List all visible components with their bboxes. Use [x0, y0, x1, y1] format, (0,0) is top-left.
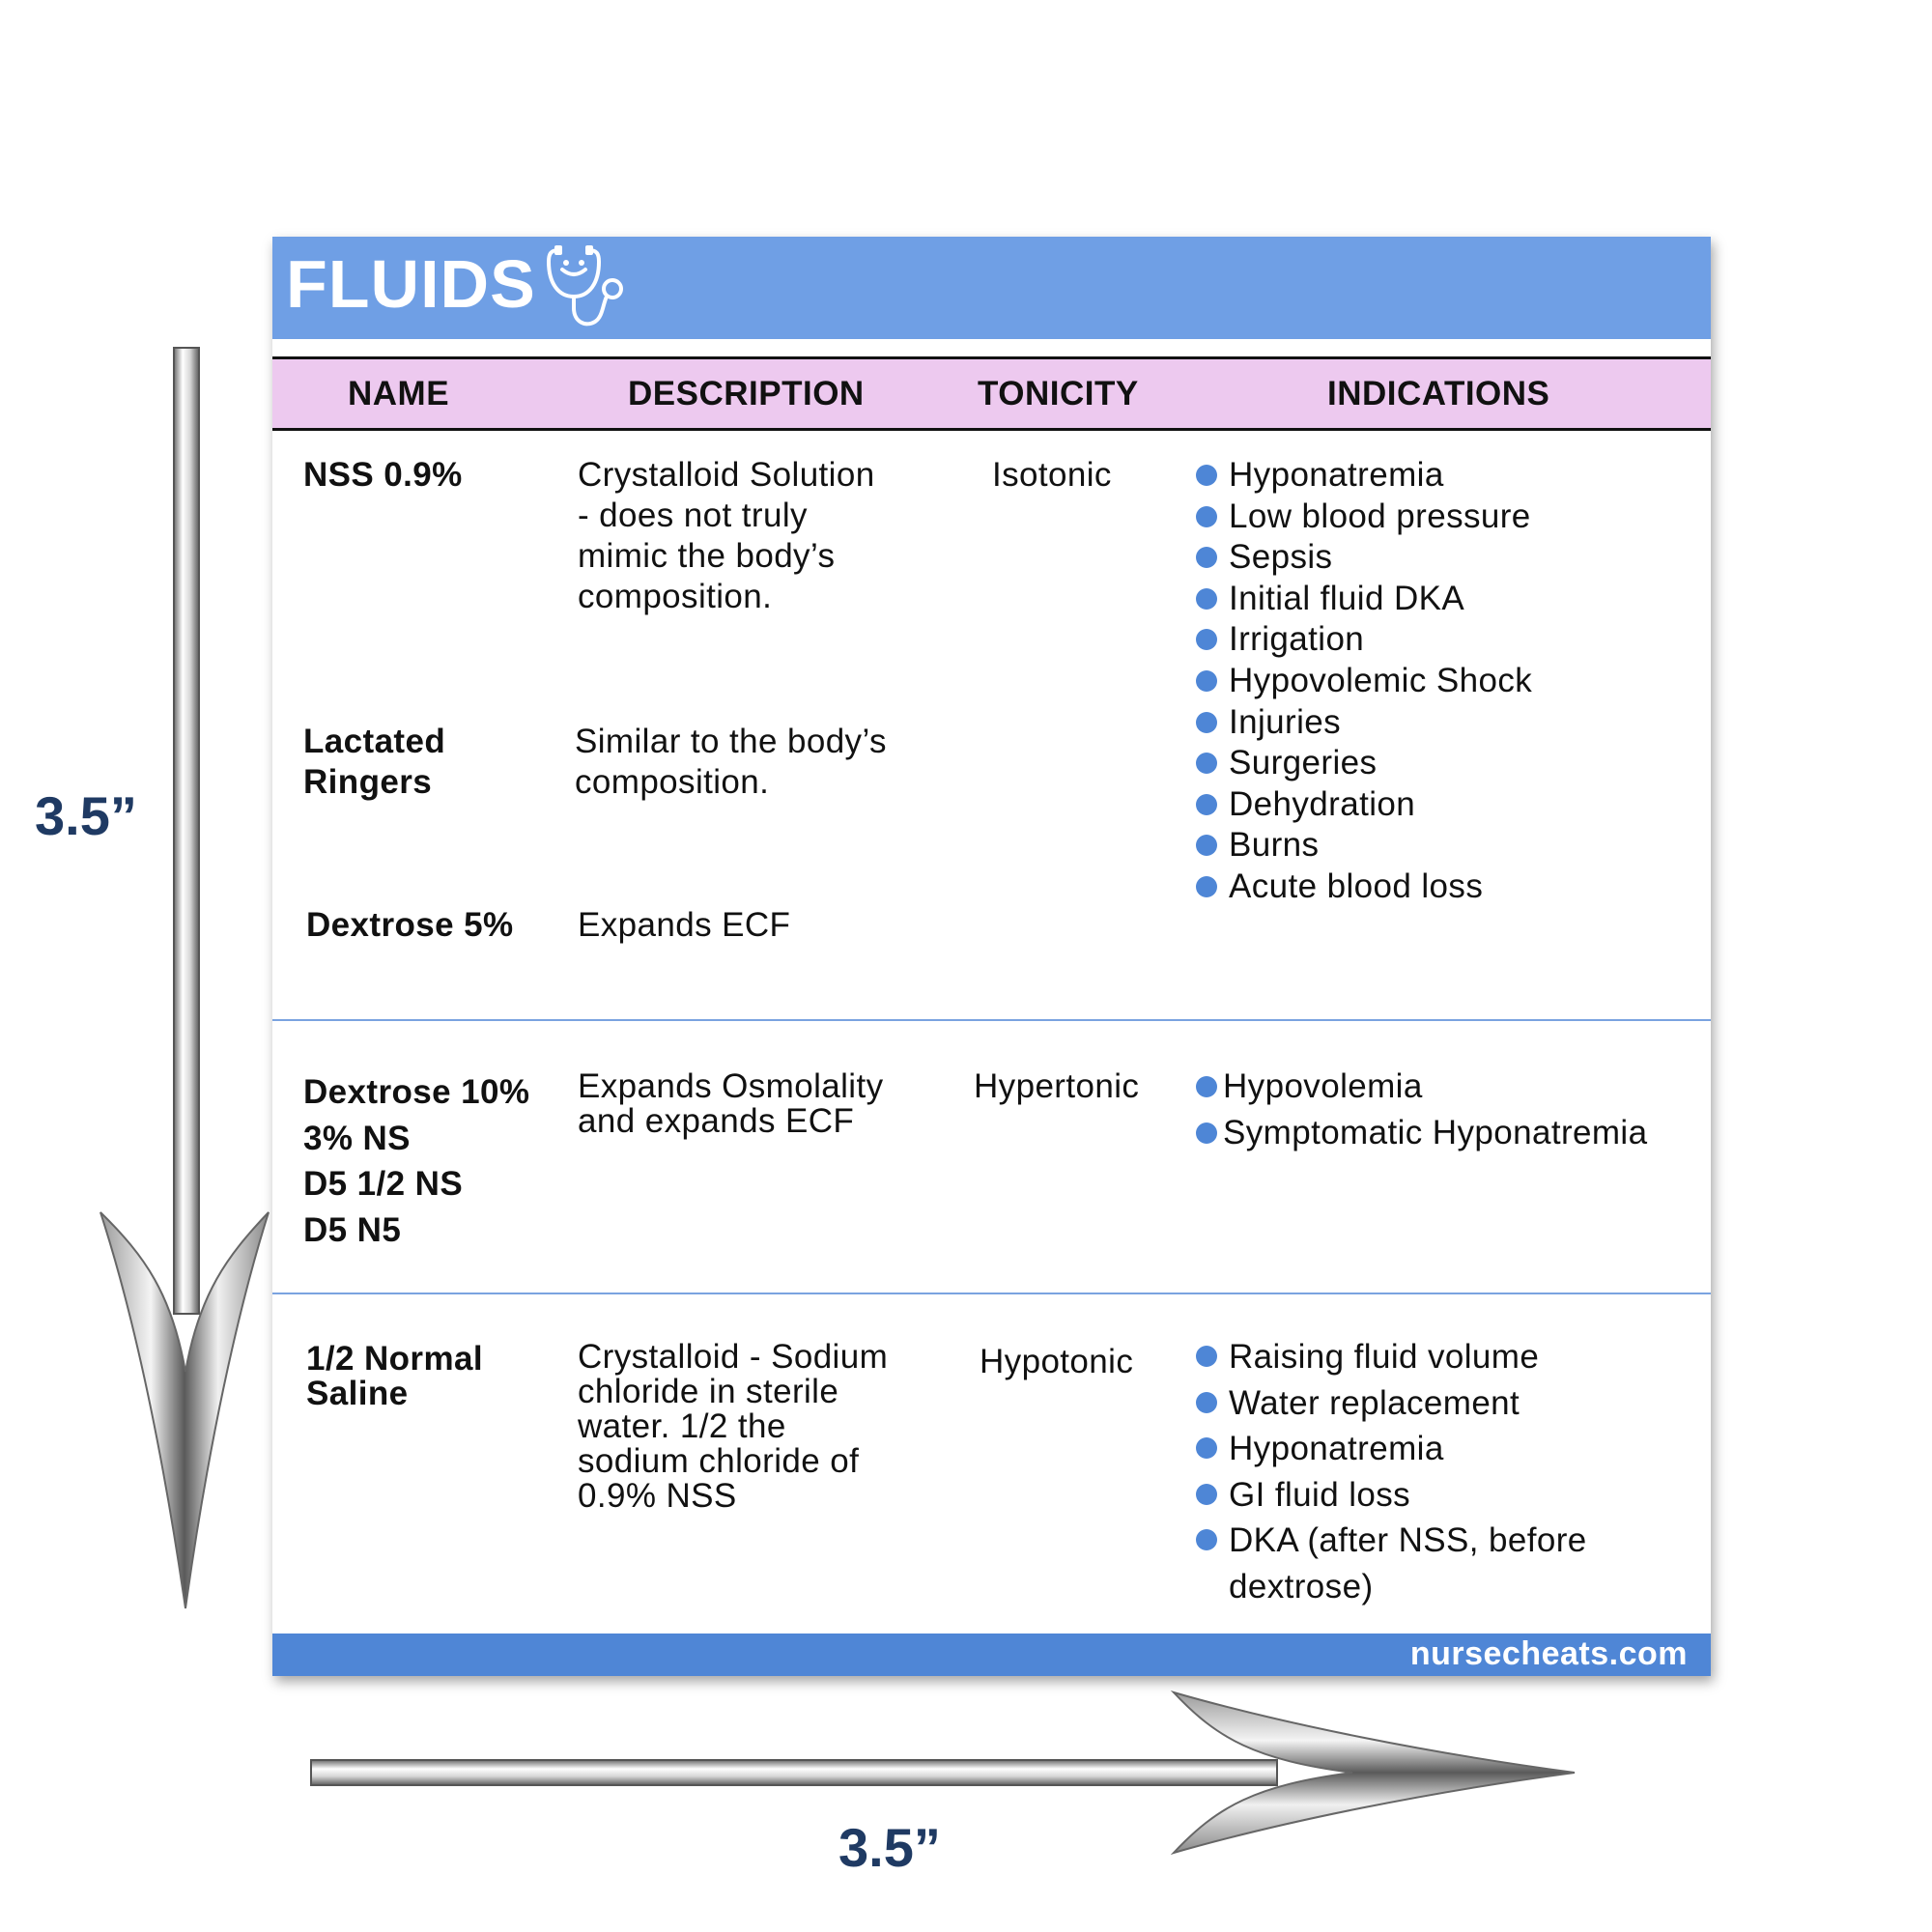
bullet-icon: [1196, 588, 1217, 610]
fluid-description: [578, 455, 875, 617]
fluid-name-line: Lactated: [303, 723, 446, 760]
fluid-name-line: 1/2 Normal: [306, 1340, 483, 1378]
tonicity-label: Isotonic: [992, 456, 1112, 494]
bullet-icon: [1196, 629, 1217, 650]
row-divider: [272, 1293, 1711, 1294]
column-header-name: NAME: [348, 375, 450, 412]
column-header-indications: INDICATIONS: [1327, 375, 1550, 412]
fluids-reference-card: [272, 237, 1711, 1676]
bullet-icon: [1196, 1392, 1217, 1413]
description-line: Crystalloid Solution: [578, 456, 875, 494]
bullet-icon: [1196, 753, 1217, 774]
fluid-name: [306, 1342, 483, 1411]
indication-item: Dehydration: [1194, 784, 1532, 826]
bullet-icon: [1196, 1122, 1217, 1144]
indication-item: Hypovolemia: [1194, 1066, 1647, 1113]
fluid-description: [578, 1340, 888, 1514]
description-line: and expands ECF: [578, 1102, 855, 1140]
bullet-icon: [1196, 876, 1217, 897]
bullet-icon: [1196, 670, 1217, 692]
indication-item: Surgeries: [1194, 743, 1532, 784]
fluid-description: [578, 905, 790, 946]
description-line: - does not truly: [578, 497, 808, 534]
bullet-icon: [1196, 1484, 1217, 1505]
description-line: Crystalloid - Sodium: [578, 1338, 889, 1376]
column-header-tonicity: TONICITY: [978, 375, 1139, 412]
column-header-row: [272, 356, 1711, 431]
indication-item: Acute blood loss: [1194, 867, 1532, 908]
stethoscope-icon: [545, 241, 632, 333]
bullet-icon: [1196, 712, 1217, 733]
description-line: Expands ECF: [578, 906, 791, 944]
bullet-icon: [1196, 1529, 1217, 1550]
indication-item: Symptomatic Hyponatremia: [1194, 1113, 1647, 1159]
fluid-name: 3% NS: [303, 1119, 411, 1157]
description-line: mimic the body’s: [578, 537, 836, 575]
indications-list: [1194, 1334, 1587, 1609]
description-line: composition.: [575, 763, 770, 801]
indication-item: Hyponatremia: [1194, 455, 1532, 497]
indication-item: Irrigation: [1194, 619, 1532, 661]
height-dimension-label: 3.5”: [35, 785, 137, 846]
fluid-name-line: Saline: [306, 1375, 409, 1412]
column-header-description: DESCRIPTION: [628, 375, 865, 412]
indication-item: Injuries: [1194, 702, 1532, 744]
description-line: 0.9% NSS: [578, 1477, 737, 1515]
fluid-name: D5 N5: [303, 1210, 402, 1249]
row-divider: [272, 1019, 1711, 1021]
fluid-name-list: [303, 1069, 529, 1253]
bullet-icon: [1196, 835, 1217, 856]
bullet-icon: [1196, 506, 1217, 527]
card-header: [272, 237, 1711, 339]
tonicity-label: Hypertonic: [974, 1067, 1140, 1105]
indication-item: DKA (after NSS, before dextrose): [1194, 1518, 1587, 1609]
fluid-description: [575, 722, 887, 803]
bullet-icon: [1196, 794, 1217, 815]
indication-item: Hyponatremia: [1194, 1426, 1587, 1472]
indication-item: Burns: [1194, 825, 1532, 867]
bullet-icon: [1196, 1076, 1217, 1097]
indications-list: [1194, 455, 1532, 908]
fluid-description: [578, 1069, 884, 1139]
arrow-down-icon: [100, 348, 269, 1608]
description-line: sodium chloride of: [578, 1442, 860, 1480]
fluid-name: Dextrose 10%: [303, 1073, 530, 1111]
indications-list: [1194, 1066, 1647, 1158]
fluid-name: Dextrose 5%: [306, 906, 514, 944]
indication-item: Low blood pressure: [1194, 497, 1532, 538]
fluid-name-line: Ringers: [303, 763, 433, 801]
indication-item: Initial fluid DKA: [1194, 579, 1532, 620]
bullet-icon: [1196, 1437, 1217, 1459]
description-line: Expands Osmolality: [578, 1067, 884, 1105]
footer-website: nursecheats.com: [1409, 1635, 1688, 1672]
arrow-right-icon: [311, 1692, 1575, 1853]
indication-item: GI fluid loss: [1194, 1472, 1587, 1519]
indication-item: Raising fluid volume: [1194, 1334, 1587, 1380]
bullet-icon: [1196, 1346, 1217, 1367]
indication-item: Water replacement: [1194, 1380, 1587, 1427]
card-title: FLUIDS: [286, 246, 536, 322]
description-line: chloride in sterile: [578, 1373, 839, 1410]
fluid-name: D5 1/2 NS: [303, 1165, 464, 1203]
indication-item: Hypovolemic Shock: [1194, 661, 1532, 702]
tonicity-label: Hypotonic: [980, 1343, 1134, 1380]
fluid-name: [303, 722, 445, 803]
bullet-icon: [1196, 465, 1217, 486]
indication-item: Sepsis: [1194, 537, 1532, 579]
bullet-icon: [1196, 547, 1217, 568]
card-footer: [272, 1634, 1711, 1676]
fluid-name: NSS 0.9%: [303, 456, 463, 494]
width-dimension-label: 3.5”: [838, 1817, 941, 1878]
description-line: Similar to the body’s: [575, 723, 887, 760]
description-line: water. 1/2 the: [578, 1407, 786, 1445]
description-line: composition.: [578, 578, 773, 615]
